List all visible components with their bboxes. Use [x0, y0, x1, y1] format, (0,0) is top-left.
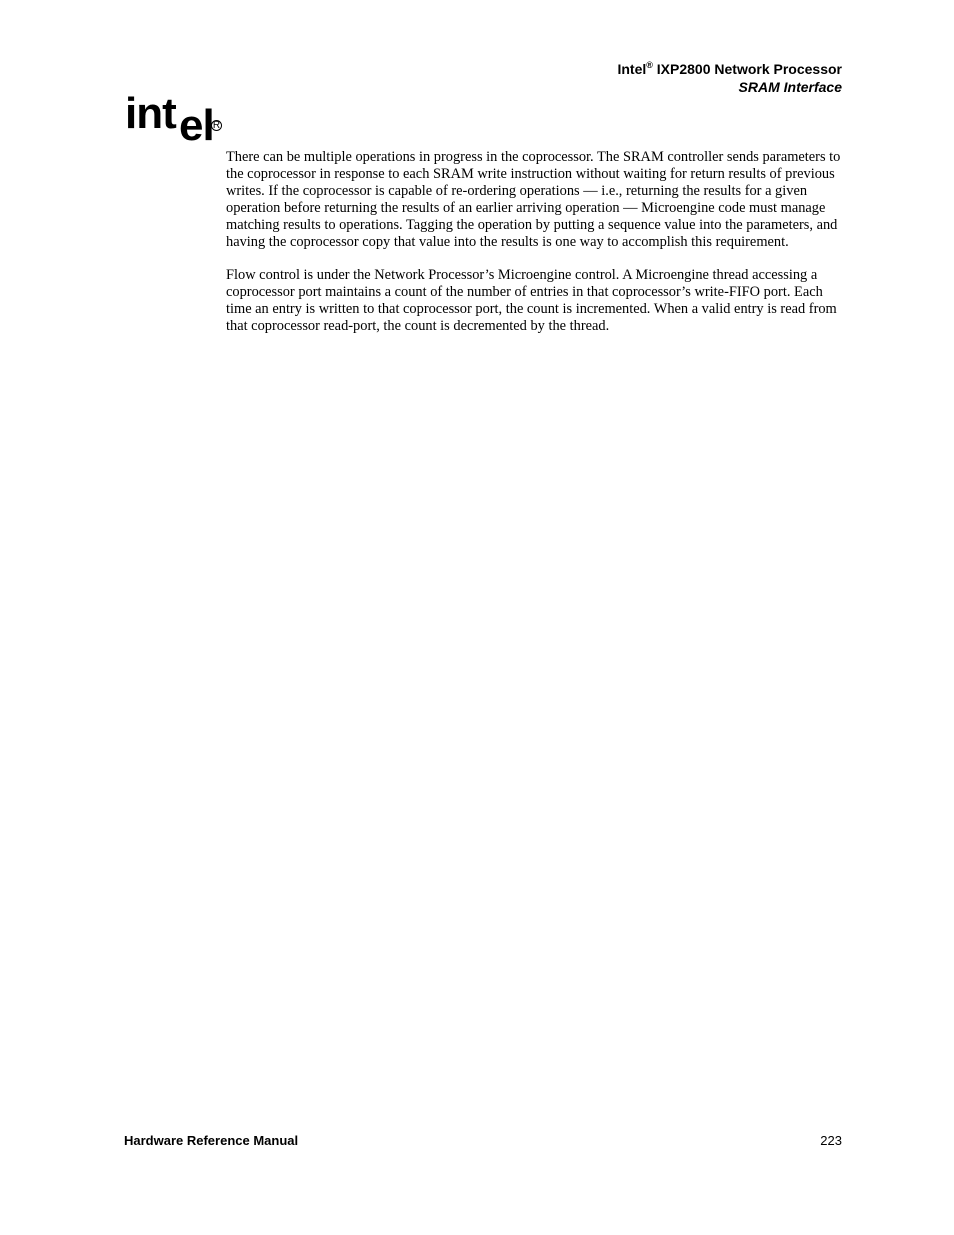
- page-header: [617, 60, 842, 96]
- product-name: IXP2800 Network Processor: [652, 61, 842, 77]
- document-title: [617, 60, 842, 78]
- paragraph: Flow control is under the Network Processor’s Microengine control. A Microengine thread accessing a coprocessor port maintains a count of the number of entries in that coprocessor’s write-FIFO port. Each time an entry is written to that coprocessor port, the count is incremented. When a valid entry is read from that coprocessor read-port, the count is decremented by the thread.: [226, 267, 837, 334]
- manual-title: Hardware Reference Manual: [124, 1133, 299, 1148]
- section-title: SRAM Interface: [738, 79, 842, 95]
- intel-logo: [125, 89, 235, 150]
- registered-mark-icon: R: [212, 120, 221, 131]
- brand-name: Intel: [617, 61, 647, 77]
- main-content: [226, 149, 842, 351]
- logo-text-el: el: [179, 101, 214, 150]
- registered-mark: ®: [646, 60, 653, 70]
- paragraph: There can be multiple operations in progress in the coprocessor. The SRAM controller sends parameters to the coprocessor in response to each SRAM write instruction without waiting for return results of previous writes. If the coprocessor is capable of re-ordering operations — i.e., returning the results for a given operation before returning the results of an earlier arriving operation — Microengine code must manage matching results to operations. Tagging the operation by putting a sequence value into the parameters, and having the coprocessor copy that value into the results is one way to accomplish this requirement.: [226, 149, 841, 250]
- page-number: 223: [820, 1133, 842, 1148]
- logo-text-int: int: [125, 89, 176, 138]
